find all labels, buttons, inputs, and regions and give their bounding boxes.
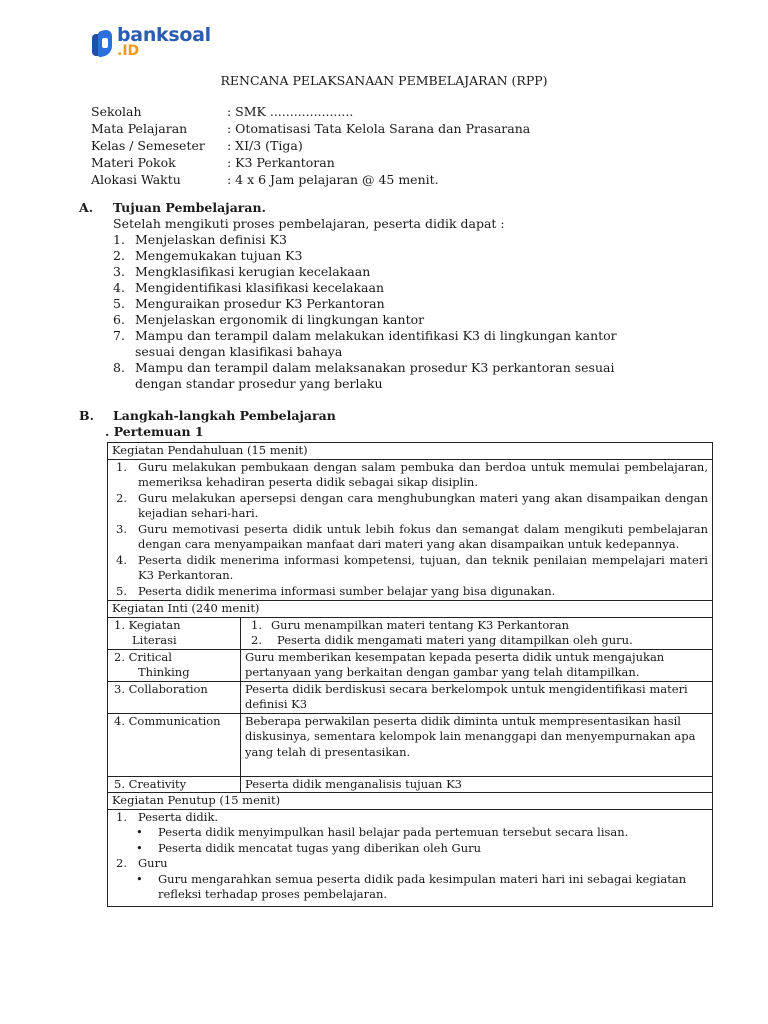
meeting-label: . Pertemuan 1 bbox=[105, 424, 204, 439]
info-row-class bbox=[91, 137, 530, 154]
info-label: Materi Pokok bbox=[91, 155, 176, 170]
list-item: 2. Guru melakukan apersepsi dengan cara menghubungkan materi yang akan disampaikan dengan kejadian sehari-hari. bbox=[116, 490, 708, 520]
info-value: : Otomatisasi Tata Kelola Sarana dan Prasarana bbox=[227, 121, 531, 136]
info-row-school bbox=[91, 103, 530, 120]
info-value: : K3 Perkantoran bbox=[227, 155, 335, 170]
table-header-core: Kegiatan Inti (240 menit) bbox=[108, 601, 713, 618]
table-row: 2. Critical Thinking Guru memberikan kesempatan kepada peserta didik untuk mengajukan pertanyaan yang berkaitan dengan gambar yang telah ditampilkan. bbox=[108, 649, 713, 681]
info-value: : SMK ..................... bbox=[227, 104, 354, 119]
section-heading: Tujuan Pembelajaran. bbox=[113, 200, 266, 215]
section-heading: Langkah-langkah Pembelajaran bbox=[113, 408, 336, 423]
table-row: 3. Collaboration Peserta didik berdiskusi secara berkelompok untuk mengidentifikasi materi definisi K3 bbox=[108, 681, 713, 713]
list-item: 1. Guru melakukan pembukaan dengan salam pembuka dan berdoa untuk memulai pembelajaran, memeriksa kehadiran peserta didik sebagai sikap disiplin. bbox=[116, 459, 708, 489]
list-item: 1. Peserta didik. bbox=[116, 809, 219, 824]
info-value: : 4 x 6 Jam pelajaran @ 45 menit. bbox=[227, 172, 439, 187]
table-row: 1. Kegiatan Literasi 1. Guru menampilkan materi tentang K3 Perkantoran 2. Peserta didik mengamati materi yang ditampilkan oleh guru. bbox=[108, 617, 713, 649]
list-item: 3. Guru memotivasi peserta didik untuk lebih fokus dan semangat dalam mengikuti pembelajaran dengan cara menyampaikan manfaat dari materi yang akan disampaikan untuk kedepannya. bbox=[116, 521, 708, 551]
info-value: : XI/3 (Tiga) bbox=[227, 138, 303, 153]
info-label: Kelas / Semeseter bbox=[91, 138, 205, 153]
section-letter: B. bbox=[79, 408, 94, 423]
list-item: • Peserta didik menyimpulkan hasil belajar pada pertemuan tersebut secara lisan. bbox=[136, 825, 629, 839]
info-label: Mata Pelajaran bbox=[91, 121, 188, 136]
list-item: 4. Mengidentifikasi klasifikasi kecelakaan bbox=[113, 280, 385, 295]
section-intro: Setelah mengikuti proses pembelajaran, peserta didik dapat : bbox=[113, 216, 505, 231]
table-header-opening: Kegiatan Pendahuluan (15 menit) bbox=[108, 443, 713, 460]
list-item: 5. Menguraikan prosedur K3 Perkantoran bbox=[113, 296, 385, 311]
table-row: 4. Communication Beberapa perwakilan peserta didik diminta untuk mempresentasikan hasil diskusinya, sementara kelompok lain menanggapi dan menyempurnakan apa yang telah di presentasikan. bbox=[108, 713, 713, 776]
info-label: Alokasi Waktu bbox=[91, 172, 181, 187]
info-row-subject bbox=[91, 120, 530, 137]
list-item: 2. Guru bbox=[116, 856, 168, 870]
list-item: 2. Peserta didik mengamati materi yang ditampilkan oleh guru. bbox=[251, 633, 633, 647]
info-row-topic bbox=[91, 154, 530, 171]
objectives-list bbox=[113, 232, 649, 392]
info-row-time bbox=[91, 171, 530, 188]
list-item: 7. Mampu dan terampil dalam melakukan identifikasi K3 di lingkungan kantor sesuai dengan klasifikasi bahaya bbox=[113, 328, 617, 359]
list-item: 4. Peserta didik menerima informasi kompetensi, tujuan, dan teknik penilaian mempelajari materi K3 Perkantoran. bbox=[116, 552, 708, 582]
table-row: 5. Creativity Peserta didik menganalisis tujuan K3 bbox=[108, 776, 713, 793]
logo-text-suffix: .ID bbox=[117, 43, 140, 59]
section-learning-steps bbox=[79, 408, 679, 440]
list-item: 1. Menjelaskan definisi K3 bbox=[113, 232, 287, 247]
list-item: • Guru mengarahkan semua peserta didik pada kesimpulan materi hari ini sebagai kegiatan refleksi terhadap proses pembelajaran. bbox=[136, 871, 687, 901]
table-header-closing: Kegiatan Penutup (15 menit) bbox=[108, 793, 713, 810]
list-item: 6. Menjelaskan ergonomik di lingkungan kantor bbox=[113, 312, 425, 327]
logo-mark-icon bbox=[92, 26, 114, 60]
section-learning-objectives bbox=[79, 200, 649, 392]
list-item: • Peserta didik mencatat tugas yang diberikan oleh Guru bbox=[136, 840, 482, 855]
list-item: 3. Mengklasifikasi kerugian kecelakaan bbox=[113, 264, 371, 279]
closing-activities bbox=[108, 809, 713, 906]
activities-table bbox=[107, 442, 713, 907]
list-item: 8. Mampu dan terampil dalam melaksanakan prosedur K3 perkantoran sesuai dengan standar prosedur yang berlaku bbox=[113, 360, 615, 391]
logo bbox=[92, 26, 211, 60]
document-info bbox=[91, 103, 530, 188]
document-title: RENCANA PELAKSANAAN PEMBELAJARAN (RPP) bbox=[220, 73, 548, 88]
list-item: 1. Guru menampilkan materi tentang K3 Perkantoran bbox=[251, 617, 570, 632]
logo-text-main: banksoal bbox=[117, 24, 211, 46]
section-letter: A. bbox=[79, 200, 94, 215]
list-item: 2. Mengemukakan tujuan K3 bbox=[113, 248, 303, 263]
list-item: 5. Peserta didik menerima informasi sumber belajar yang bisa digunakan. bbox=[116, 583, 556, 598]
opening-activities bbox=[108, 459, 713, 601]
info-label: Sekolah bbox=[91, 104, 142, 119]
